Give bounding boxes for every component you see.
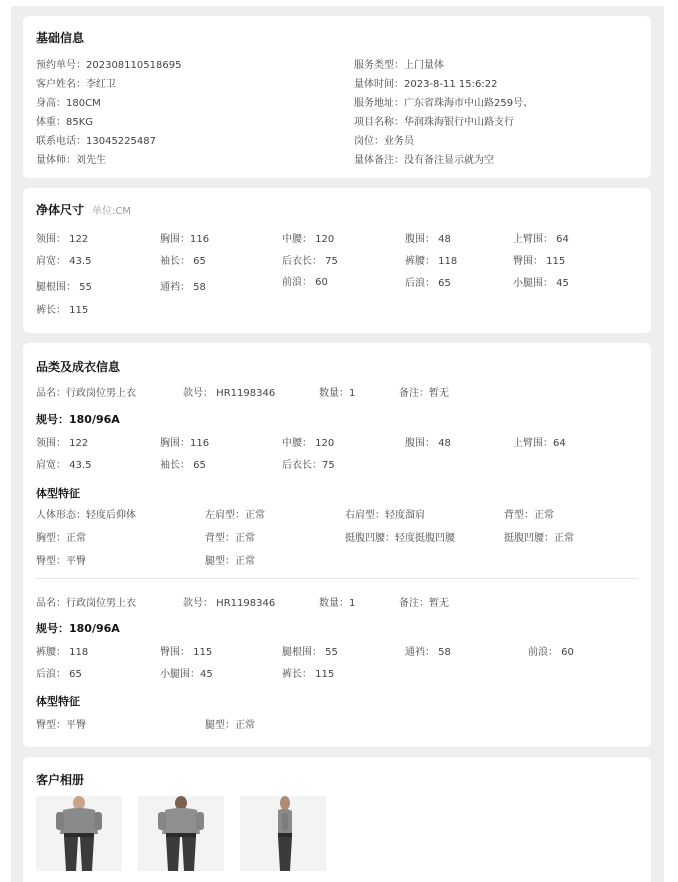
phone: 联系电话：13045225487 <box>36 136 156 147</box>
measure-item: 腹围： 48 <box>405 438 451 449</box>
measure-item: 肩宽： 43.5 <box>36 460 92 471</box>
net-size-card <box>23 188 651 333</box>
position: 岗位：业务员 <box>354 136 414 147</box>
person-front-image <box>36 796 122 871</box>
net-size-title <box>36 201 131 218</box>
feature-item: 背型：正常 <box>504 510 554 521</box>
measure-item: 领围： 122 <box>36 438 89 449</box>
measure-item: 裤长： 115 <box>282 669 335 680</box>
measure-item: 中腰： 120 <box>282 438 335 449</box>
measure-item: 袖长： 65 <box>160 256 206 267</box>
measure-item: 后浪： 65 <box>405 278 451 289</box>
feature-item: 背型：正常 <box>205 533 255 544</box>
service-type: 服务类型：上门量体 <box>354 60 444 71</box>
category-card <box>23 343 651 747</box>
order-number: 预约单号：202308110518695 <box>36 60 182 71</box>
measure-item: 臀围： 115 <box>513 256 566 267</box>
unit-label: 单位:CM <box>92 206 131 217</box>
product-name: 品名：行政岗位男上衣 <box>36 388 136 399</box>
net-size-title-text: 净体尺寸 <box>36 203 85 217</box>
measure-item: 后浪： 65 <box>36 669 82 680</box>
product-name: 品名：行政岗位男上衣 <box>36 598 136 609</box>
measurer: 量体师：刘先生 <box>36 155 106 166</box>
measure-item: 通裆： 58 <box>160 282 206 293</box>
feature-item: 腿型：正常 <box>205 720 255 731</box>
measure-item: 领围： 122 <box>36 234 89 245</box>
weight: 体重：85KG <box>36 117 94 128</box>
measure-item: 胸围：116 <box>160 438 210 449</box>
measure-item: 胸围：116 <box>160 234 210 245</box>
measure-item: 臀围： 115 <box>160 647 213 658</box>
measure-time: 量体时间：2023-8-11 15:6:22 <box>354 79 498 90</box>
feature-item: 臀型：平臀 <box>36 556 86 567</box>
measure-item: 小腿围： 45 <box>513 278 569 289</box>
feature-item: 腿型：正常 <box>205 556 255 567</box>
measure-item: 上臂围： 64 <box>513 234 569 245</box>
measure-item: 通裆： 58 <box>405 647 451 658</box>
basic-info-title: 基础信息 <box>36 31 85 45</box>
quantity: 数量：1 <box>319 598 356 609</box>
body-feature-title: 体型特征 <box>36 695 80 708</box>
measure-item: 中腰： 120 <box>282 234 335 245</box>
measure-item: 裤腰： 118 <box>405 256 458 267</box>
measure-item: 前浪： 60 <box>282 277 328 288</box>
feature-item: 挺腹凹腰：轻度挺腹凹腰 <box>345 533 455 544</box>
measure-item: 上臂围：64 <box>513 438 566 449</box>
measure-item: 腿根围： 55 <box>282 647 338 658</box>
measure-item: 裤腰： 118 <box>36 647 89 658</box>
measure-item: 肩宽： 43.5 <box>36 256 92 267</box>
measure-remark: 量体备注：没有备注显示就为空 <box>354 155 494 166</box>
remark: 备注：暂无 <box>399 388 449 399</box>
customer-photo-side[interactable] <box>240 796 326 871</box>
remark: 备注：暂无 <box>399 598 449 609</box>
measure-item: 裤长： 115 <box>36 305 89 316</box>
measure-item: 小腿围：45 <box>160 669 213 680</box>
customer-photo-back[interactable] <box>138 796 224 871</box>
feature-item: 人体形态：轻度后仰体 <box>36 510 136 521</box>
measure-item: 腹围： 48 <box>405 234 451 245</box>
feature-item: 左肩型：正常 <box>205 510 265 521</box>
style-number: 款号： HR1198346 <box>183 388 276 399</box>
body-feature-title: 体型特征 <box>36 487 80 500</box>
person-back-image <box>138 796 224 871</box>
service-address: 服务地址：广东省珠海市中山路259号、 <box>354 98 534 109</box>
album-title: 客户相册 <box>36 773 85 787</box>
category-title: 品类及成衣信息 <box>36 360 121 374</box>
spec-size: 规号：180/96A <box>36 622 120 635</box>
measure-item: 后衣长： 75 <box>282 256 338 267</box>
style-number: 款号： HR1198346 <box>183 598 276 609</box>
project-name: 项目名称：华润珠海银行中山路支行 <box>354 117 514 128</box>
customer-name: 客户姓名：李红卫 <box>36 79 116 90</box>
feature-item: 胸型：正常 <box>36 533 86 544</box>
quantity: 数量：1 <box>319 388 356 399</box>
album-card <box>23 757 651 882</box>
person-side-image <box>240 796 326 871</box>
measure-item: 袖长： 65 <box>160 460 206 471</box>
measure-item: 后衣长：75 <box>282 460 335 471</box>
item-divider <box>36 578 638 579</box>
feature-item: 挺腹凹腰：正常 <box>504 533 574 544</box>
customer-photo-front[interactable] <box>36 796 122 871</box>
measure-item: 腿根围： 55 <box>36 282 92 293</box>
basic-info-card <box>23 16 651 178</box>
spec-size: 规号：180/96A <box>36 413 120 426</box>
measure-item: 前浪： 60 <box>528 647 574 658</box>
height: 身高：180CM <box>36 98 101 109</box>
feature-item: 右肩型：轻度溜肩 <box>345 510 425 521</box>
feature-item: 臀型：平臀 <box>36 720 86 731</box>
